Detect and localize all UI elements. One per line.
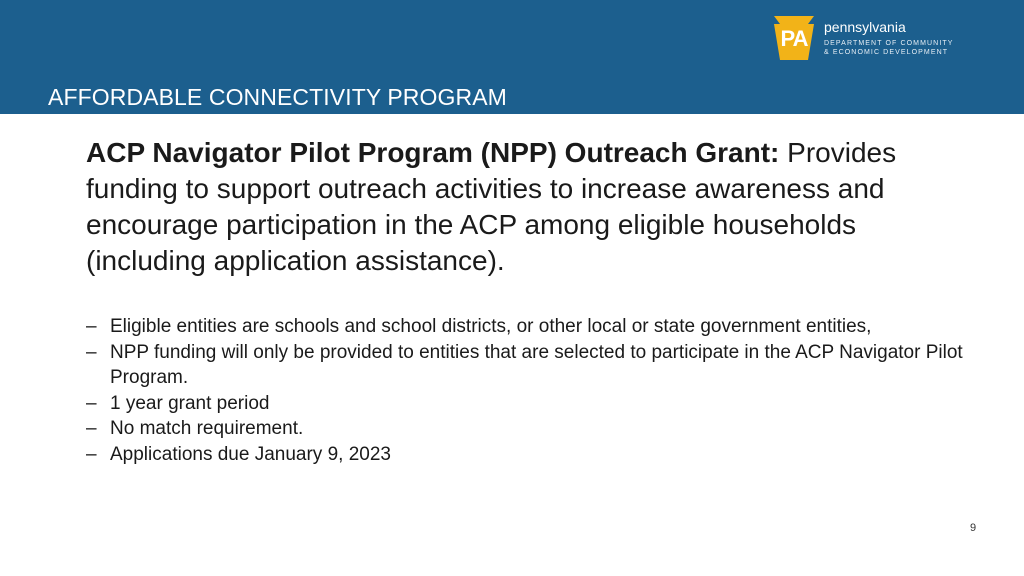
keystone-mark-text: PA	[780, 26, 808, 51]
pa-dced-logo	[770, 14, 970, 62]
bullet-list	[86, 314, 986, 467]
bullet-dash: –	[86, 443, 97, 465]
list-item	[86, 391, 986, 417]
bullet-dash: –	[86, 418, 97, 439]
list-item-text: Eligible entities are schools and school districts, or other local or state government entities,	[110, 316, 872, 337]
bullet-dash: –	[86, 392, 97, 414]
bullet-dash: –	[86, 316, 97, 337]
list-item-text: 1 year grant period	[110, 392, 270, 414]
grant-body: Provides funding to support outreach activities to increase awareness and encourage participation in the ACP among eligible households (including application assistance).	[86, 137, 897, 276]
list-item-text: NPP funding will only be provided to entities that are selected to participate in the ACP Navigator Pilot Program.	[110, 341, 963, 388]
header-banner	[0, 0, 1024, 114]
list-item	[86, 314, 986, 340]
list-item	[86, 340, 986, 391]
page-number: 9	[970, 522, 977, 534]
logo-department-line-1: DEPARTMENT OF COMMUNITY	[824, 40, 954, 47]
list-item-text: Applications due January 9, 2023	[110, 443, 391, 465]
section-title: AFFORDABLE CONNECTIVITY PROGRAM	[48, 84, 507, 110]
list-item	[86, 416, 986, 442]
logo-department	[824, 39, 954, 57]
bullet-dash: –	[86, 341, 97, 363]
list-item-text: No match requirement.	[110, 418, 304, 439]
list-item	[86, 442, 986, 468]
logo-department-line-2: & ECONOMIC DEVELOPMENT	[824, 49, 949, 56]
grant-title: ACP Navigator Pilot Program (NPP) Outreach Grant:	[86, 137, 780, 168]
grant-description	[86, 135, 966, 279]
logo-state-name: pennsylvania	[824, 19, 906, 35]
